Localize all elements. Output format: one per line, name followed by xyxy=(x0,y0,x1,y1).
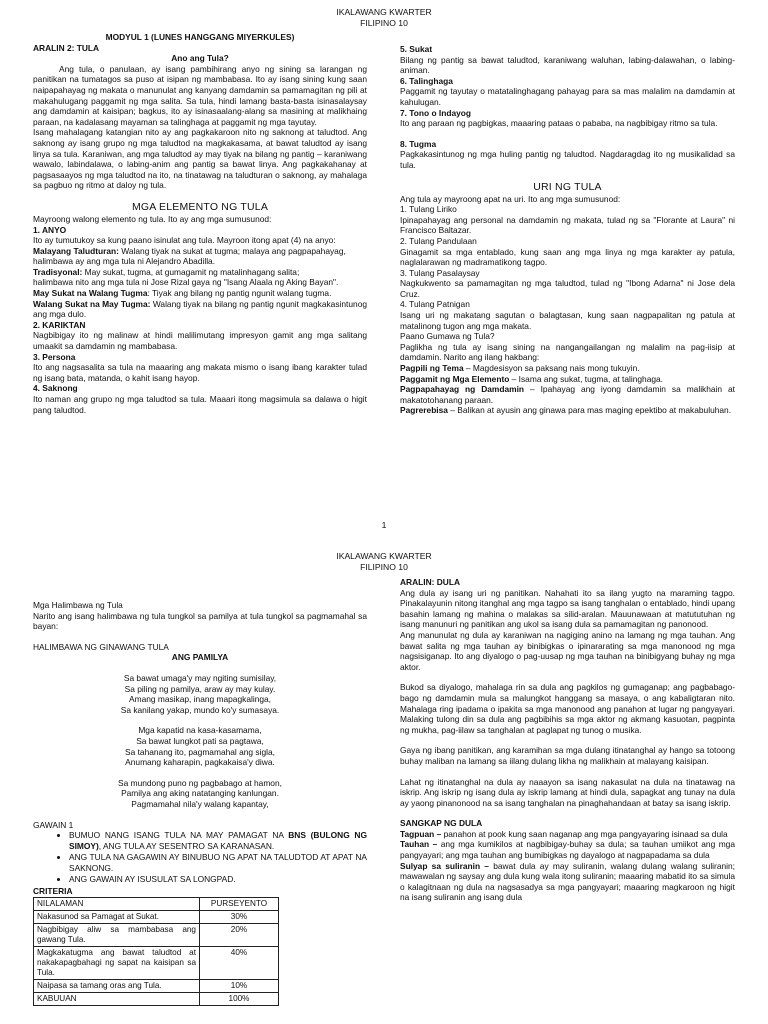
pagpili-step: Pagpili ng Tema – Magdesisyon sa paksang nais mong tukuyin. xyxy=(400,363,640,374)
pandulaan-text: Ginagamit sa mga entablado, kung saan ang mga linya ng mga karakter ay patula, naglalarawan ng madramatikong tagpo. xyxy=(400,246,735,268)
ano-ang-tula-heading: Ano ang Tula? xyxy=(171,53,229,64)
table-cell: 10% xyxy=(200,979,279,992)
walang-sukat-item: Walang Sukat na May Tugma: Walang tiyak na bilang ng pantig ngunit magkakasintunog ang mga dulo. xyxy=(33,298,368,320)
table-cell: 40% xyxy=(200,946,279,979)
task-item: • ANG GAWAIN AY ISUSULAT SA LONGPAD. xyxy=(69,874,367,885)
patnigan-heading: 4. Tulang Patnigan xyxy=(400,299,470,310)
subject-label: FILIPINO 10 xyxy=(360,18,408,28)
malayang-example: halimbawa ay ang mga tula ni Alejandro Abadilla. xyxy=(33,256,216,267)
liriko-heading: 1. Tulang Liriko xyxy=(400,204,457,215)
talinghaga-text: Paggamit ng tayutay o matatalinghagang pahayag para sa mas malalim na damdamin at kahulugan. xyxy=(400,86,735,107)
table-row xyxy=(34,979,279,992)
tradisyonal-example: halimbawa nito ang mga tula ni Jose Rizal gaya ng "Isang Alaala ng Aking Bayan". xyxy=(33,277,339,288)
liriko-text: Ipinapahayag ang personal na damdamin ng makata, tulad ng sa "Florante at Laura" ni Francisco Baltazar. xyxy=(400,214,735,236)
criteria-heading: CRITERIA xyxy=(33,886,73,897)
anyo-text: Ito ay tumutukoy sa kung paano isinulat ang tula. Mayroon itong apat (4) na anyo: xyxy=(33,235,336,246)
page2-right-column xyxy=(400,577,735,903)
pasalaysay-text: Nagkukwento sa pamamagitan ng mga taludtod, tulad ng "Ibong Adarna" ni Jose dela Cruz. xyxy=(400,278,735,299)
tauhan-item: Tauhan – ang mga kumikilos at nagbibigay-buhay sa dula; sa tauhan umiikot ang mga pangyayari; ang mga tauhan ang bumibigkas ng dayalogo at nagpapadama sa dula xyxy=(400,839,736,861)
dula-paragraph-5: Lahat ng itinatanghal na dula ay naaayon sa isang nakasulat na dula na tinatawag na iskrip. Ang iskrip ng isang dula ay iskrip lamang at hindi dula, sapagkat ang tunay na dula ay yaong pinanonood na sa isang tanghalan na pinaghahandaan at batay sa isang iskrip. xyxy=(400,776,735,808)
table-header-row xyxy=(34,897,279,910)
table-row xyxy=(34,992,279,1005)
pagrerebisa-step: Pagrerebisa – Balikan at ayusin ang ginawa para mas maging epektibo at makabuluhan. xyxy=(400,405,732,416)
page1-left-column xyxy=(33,32,367,415)
talinghaga-heading: 6. Talinghaga xyxy=(400,75,453,86)
poem-line: Anumang kaharapin, pagkakaisa'y diwa. xyxy=(125,757,275,768)
uri-section-title: URI NG TULA xyxy=(533,180,602,193)
elemento-section-title: MGA ELEMENTO NG TULA xyxy=(131,200,269,213)
task-item: • ANG TULA NA GAGAWIN AY BINUBUO NG APAT NA TALUDTOD AT APAT NA SAKNONG. xyxy=(69,852,367,873)
poem-stanza-1 xyxy=(33,673,367,715)
table-header-cell: NILALAMAN xyxy=(34,897,200,910)
poem-line: Sa tahanang ito, pagmamahal ang sigla, xyxy=(125,746,275,757)
page2-header xyxy=(0,551,768,573)
halimbawa-heading: Mga Halimbawa ng Tula xyxy=(33,600,123,610)
kariktan-text: Nagbibigay ito ng malinaw at hindi malilimutang impresyon gamit ang mga salitang umaakit sa damdamin ng mambabasa. xyxy=(33,330,367,352)
paano-heading: Paano Gumawa ng Tula? xyxy=(400,331,495,342)
tula-paragraph-1: Ang tula, o panulaan, ay isang pambihirang anyo ng sining sa larangan ng panitikan na tumatagos sa puso at isipan ng mambabasa. Ito ay isang sining kung saan naipapahayag ng makata o manunulat ang kanyang damdamin sa pamamagitan ng pili at makahulugang paggamit ng mga salita. Sa tula, hindi lamang basta-basta isinasalaysay ang damdamin at kaisipan; bagkus, ito ay isinasaalang-alang sa masining at malikhaing paraan, na kadalasang mayaman sa talinghaga at paggamit ng mga tayutay. xyxy=(33,63,367,127)
page1-header xyxy=(0,7,768,29)
poem-line: Sa bawat umaga'y may ngiting sumisilay, xyxy=(123,672,277,683)
table-cell: 20% xyxy=(200,923,279,946)
poem-title: ANG PAMILYA xyxy=(171,652,229,663)
paggamit-step: Paggamit ng Mga Elemento – Isama ang sukat, tugma, at talinghaga. xyxy=(400,373,663,384)
poem-line: Pagmamahal nila'y walang kapantay, xyxy=(131,798,269,809)
kariktan-heading: 2. KARIKTAN xyxy=(33,319,86,330)
page1-right-column xyxy=(400,44,735,416)
pandulaan-heading: 2. Tulang Pandulaan xyxy=(400,235,477,246)
tagpuan-item: Tagpuan – panahon at pook kung saan naganap ang mga pangyayaring isinaad sa dula xyxy=(400,828,728,839)
ginawang-tula-label: HALIMBAWA NG GINAWANG TULA xyxy=(33,641,169,652)
sukat-text: Bilang ng pantig sa bawat taludtod, karaniwang waluhan, labing-dalawahan, o labing-animan. xyxy=(400,54,735,76)
pasalaysay-heading: 3. Tulang Pasalaysay xyxy=(400,267,480,278)
may-sukat-item: May Sukat na Walang Tugma: Tiyak ang bilang ng pantig ngunit walang tugma. xyxy=(33,288,332,299)
sangkap-heading: SANGKAP NG DULA xyxy=(400,818,483,829)
pagpapahayag-step: Pagpapahayag ng Damdamin – Ipahayag ang iyong damdamin sa malikhain at makatotohanang paraan. xyxy=(400,384,735,405)
quarter-label: IKALAWANG KWARTER xyxy=(336,7,432,17)
sukat-heading: 5. Sukat xyxy=(400,44,433,54)
gawain-task-list xyxy=(33,830,367,885)
persona-text: Ito ang nagsasalita sa tula na maaaring ang makata mismo o isang ibang karakter tulad ng isang bata, matanda, o kahit isang hayop. xyxy=(33,362,367,383)
saknong-heading: 4. Saknong xyxy=(33,383,78,394)
poem-line: Sa bawat lungkot pati sa pagtawa, xyxy=(136,735,264,746)
paano-text: Paglikha ng tula ay isang sining na nangangailangan ng malalim na pag-iisip at damdamin. Narito ang ilang hakbang: xyxy=(400,341,735,363)
table-cell: Nagbibigay aliw sa mambabasa ang gawang Tula. xyxy=(34,923,200,946)
tugma-heading: 8. Tugma xyxy=(400,138,437,149)
persona-heading: 3. Persona xyxy=(33,351,76,362)
dula-paragraph-3: Bukod sa diyalogo, mahalaga rin sa dula ang pagkilos ng gumaganap; ang pagbabago-bago ng damdamin mula sa malungkot hanggang sa masaya, o ang kabaligtaran nito. Mahalaga ring ipadama o ipakita sa mga manonood ang panahon at lugar ng pangyayari. Malaking tulong din sa dula ang pagbibihis sa mga aktor ng akmang kasuotan, pagpinta ng mukha, pag-iilaw sa tanghalan at paglapat ng tunog o musika. xyxy=(400,682,735,735)
tono-text: Ito ang paraan ng pagbigkas, maaaring pataas o pababa, na nagbibigay ritmo sa tula. xyxy=(400,118,718,129)
table-cell: Magkakatugma ang bawat taludtod at nakakapagbahagi ng sapat na kaisipan sa Tula. xyxy=(34,946,200,979)
poem-stanza-3 xyxy=(33,778,367,810)
tono-heading: 7. Tono o Indayog xyxy=(400,107,472,118)
saknong-text: Ito naman ang grupo ng mga taludtod sa tula. Maaari itong magsimula sa dalawa o higit pang taludtod. xyxy=(33,394,367,415)
poem-line: Pamilya ang aking natatanging kanlungan. xyxy=(121,788,279,799)
tugma-text: Pagkakasintunog ng mga huling pantig ng taludtod. Nagdaragdag ito ng musikalidad sa tula. xyxy=(400,149,735,170)
table-row xyxy=(34,910,279,923)
malayang-taludturan-item: Malayang Taludturan: Walang tiyak na sukat at tugma; malaya ang pagpapahayag, xyxy=(33,245,346,256)
aralin-heading: ARALIN 2: TULA xyxy=(33,42,100,53)
page2-left-column xyxy=(33,600,367,1006)
tradisyonal-item: Tradisyonal: May sukat, tugma, at gumagamit ng matalinhagang salita; xyxy=(33,266,300,277)
halimbawa-text: Narito ang isang halimbawa ng tula tungkol sa pamilya at tula tungkol sa pagmamahal sa bayan: xyxy=(33,610,367,632)
uri-intro: Ang tula ay mayroong apat na uri. Ito ang mga sumusunod: xyxy=(400,193,621,204)
sulyap-item: Sulyap sa suliranin – bawat dula ay may suliranin, walang dulang walang suliranin; mawawalan ng saysay ang dula kung wala itong suliranin; maaaring mabatid ito sa simula o kalagitnaan ng dula na nagsasadya sa mga pangyayari; maaaring magkaroon ng higit na isang suliranin ang isang dula xyxy=(400,860,735,903)
gawain-heading: GAWAIN 1 xyxy=(33,819,74,830)
poem-line: Sa piling ng pamilya, araw ay may kulay. xyxy=(124,683,276,694)
table-header-cell: PURSEYENTO xyxy=(200,897,279,910)
page-number: 1 xyxy=(381,520,387,530)
table-row xyxy=(34,923,279,946)
table-cell: 30% xyxy=(200,910,279,923)
patnigan-text: Isang uri ng makatang sagutan o balagtasan, kung saan nagpapalitan ng patula at matalinong tugon ang mga makata. xyxy=(400,310,735,331)
poem-stanza-2 xyxy=(33,725,367,767)
subject-label: FILIPINO 10 xyxy=(360,562,408,572)
table-row xyxy=(34,946,279,979)
table-cell: 100% xyxy=(200,992,279,1005)
table-cell: Naipasa sa tamang oras ang Tula. xyxy=(34,979,200,992)
table-cell: Nakasunod sa Pamagat at Sukat. xyxy=(34,910,200,923)
quarter-label: IKALAWANG KWARTER xyxy=(336,551,432,561)
criteria-table xyxy=(33,897,279,1006)
anyo-heading: 1. ANYO xyxy=(33,224,67,235)
poem-line: Mga kapatid na kasa-kasamama, xyxy=(138,725,262,736)
elemento-intro: Mayroong walong elemento ng tula. Ito ay ang mga sumusunod: xyxy=(33,213,272,224)
dula-paragraph-1: Ang dula ay isang uri ng panitikan. Nahahati ito sa ilang yugto na maraming tagpo. Pinakalayunin nitong itanghal ang mga tagpo sa isang tanghalan o entablado, hindi upang basahin lamang ng mahina o malakas sa silid-aralan. Mauunawaan at matututuhan ng isang manunuri ng panitikan ang ukol sa isang dula sa pamamagitan ng panonood. xyxy=(400,587,735,630)
dula-paragraph-4: Gaya ng ibang panitikan, ang karamihan sa mga dulang itinatanghal ay hango sa totoong buhay maliban na lamang sa iilang dulang likha ng malikhain at malayang kaisipan. xyxy=(400,745,735,766)
poem-line: Sa mundong puno ng pagbabago at hamon, xyxy=(118,777,282,788)
table-cell: KABUUAN xyxy=(34,992,200,1005)
poem-line: Sa kanilang yakap, mundo ko'y sumasaya. xyxy=(120,704,280,715)
poem-line: Amang masikap, inang mapagkalinga, xyxy=(129,694,271,705)
tula-paragraph-2: Isang mahalagang katangian nito ay ang pagkakaroon nito ng saknong at taludtod. Ang saknong ay isang grupo ng mga taludtod na magkakasama, at bawat taludtod ay isang linya sa tula. Karaniwan, ang mga taludtod ay may tiyak na bilang ng pantig – karaniwang wawalo, labindalawa, o labing-anim ang pantig sa bawat linya. Ang pagkakahanay at pagsasaayos ng mga taludtod na ito, na tinatawag na taludturan o saknong, ay mahalaga sa pagbuo ng ritmo at daloy ng tula. xyxy=(33,127,367,191)
modyul-title: MODYUL 1 (LUNES HANGGANG MIYERKULES) xyxy=(105,32,295,42)
dula-paragraph-2: Ang manunulat ng dula ay karaniwan na nagiging anino na lamang ng mga tauhan. Ang bawat salita ng mga tauhan ay binibigkas o ipinararating sa mga manonood ng mga nagsisiganap. Ito ang diyalogo o pag-uusap ng mga tauhan na binibigyang buhay ng mga aktor. xyxy=(400,629,735,672)
aralin-dula-heading: ARALIN: DULA xyxy=(400,577,461,587)
task-item: • BUMUO NANG ISANG TULA NA MAY PAMAGAT NA BNS (BULONG NG SIMOY), ANG TULA AY SESENTRO SA KARANASAN. xyxy=(69,830,367,851)
